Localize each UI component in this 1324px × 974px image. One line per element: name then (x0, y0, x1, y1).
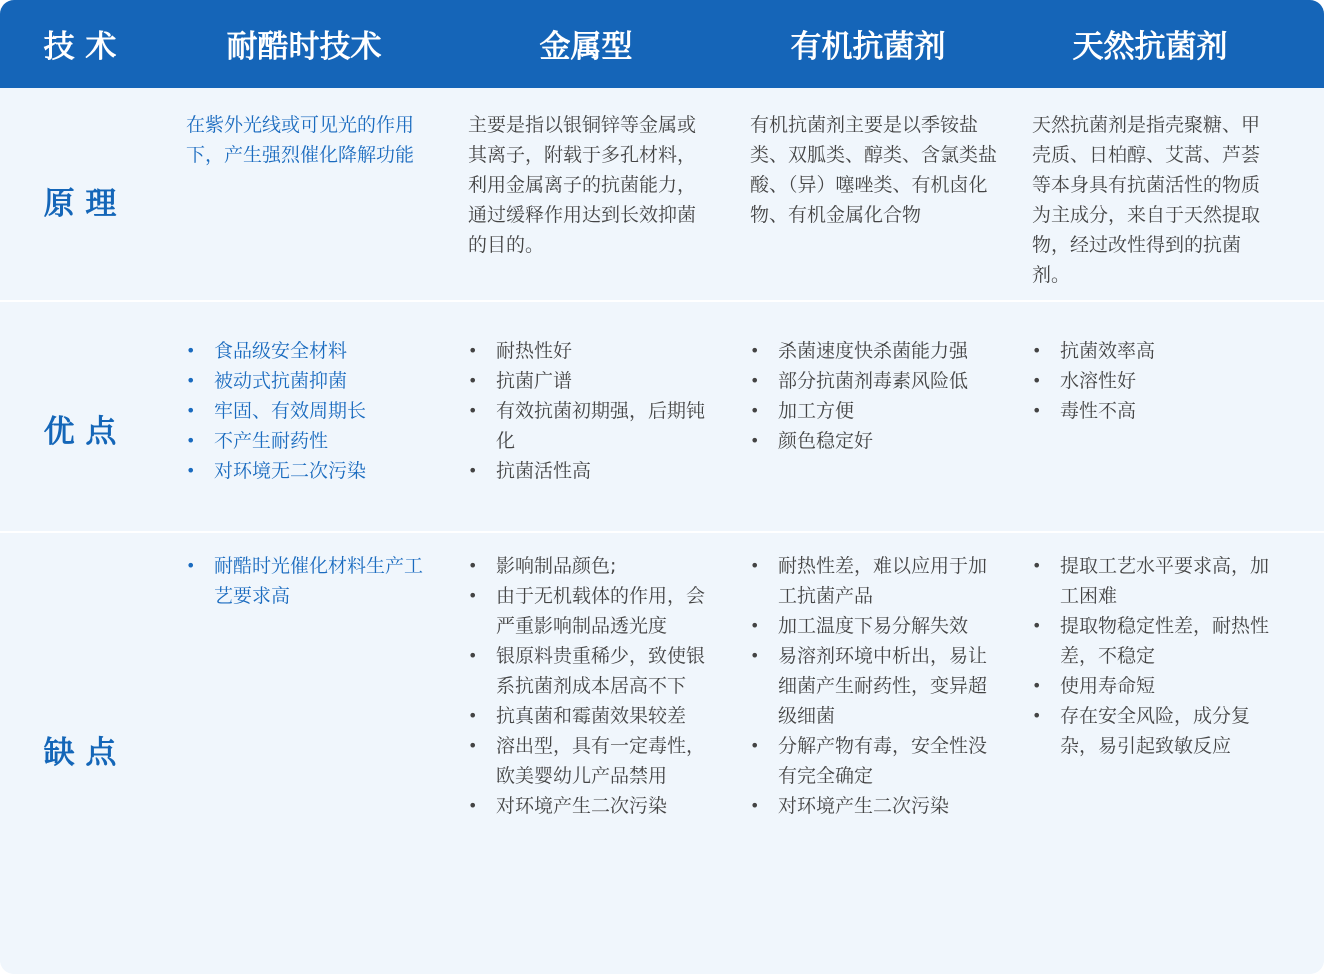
pros-metal-list (468, 336, 714, 486)
pros-naikushi-item: • 食品级安全材料 (186, 336, 426, 366)
cons-organic-list (750, 551, 996, 821)
cons-natural-item: • 提取工艺水平要求高，加工困难 (1032, 551, 1278, 611)
header-naikushi: 耐酷时技术 (226, 29, 382, 65)
cons-organic-item: • 对环境产生二次污染 (750, 791, 996, 821)
pros-organic-list (750, 336, 996, 456)
pros-organic (750, 336, 996, 456)
cons-natural-item: • 提取物稳定性差，耐热性差，不稳定 (1032, 611, 1278, 671)
principle-naikushi: 在紫外光线或可见光的作用下，产生强烈催化降解功能 (186, 114, 415, 166)
pros-organic-item: • 杀菌速度快杀菌能力强 (750, 336, 996, 366)
pros-metal-item: • 抗菌广谱 (468, 366, 714, 396)
cons-natural-list (1032, 551, 1278, 761)
cons-naikushi (186, 551, 426, 611)
pros-natural (1032, 336, 1278, 426)
row-label-cons: 缺 点 (43, 735, 117, 771)
row-label-pros: 优 点 (43, 414, 117, 450)
cons-natural-item: • 使用寿命短 (1032, 671, 1278, 701)
pros-natural-item: • 毒性不高 (1032, 396, 1278, 426)
pros-metal-item: • 有效抗菌初期强，后期钝化 (468, 396, 714, 456)
pros-naikushi-list (186, 336, 426, 486)
cons-metal-item: • 银原料贵重稀少，致使银系抗菌剂成本居高不下 (468, 641, 714, 701)
cons-natural (1032, 551, 1278, 761)
header-tech: 技 术 (43, 29, 117, 65)
header-metal: 金属型 (539, 29, 633, 65)
pros-metal-item: • 抗菌活性高 (468, 456, 714, 486)
cons-organic-item: • 耐热性差，难以应用于加工抗菌产品 (750, 551, 996, 611)
pros-naikushi-item: • 牢固、有效周期长 (186, 396, 426, 426)
cons-naikushi-list (186, 551, 426, 611)
principle-natural: 天然抗菌剂是指壳聚糖、甲壳质、日柏醇、艾蒿、芦荟等本身具有抗菌活性的物质为主成分，来自于天然提取物，经过改性得到的抗菌剂。 (1032, 114, 1261, 286)
cons-organic-item: • 分解产物有毒，安全性没有完全确定 (750, 731, 996, 791)
header-natural: 天然抗菌剂 (1072, 29, 1228, 65)
cons-metal-item: • 溶出型，具有一定毒性，欧美婴幼儿产品禁用 (468, 731, 714, 791)
pros-natural-list (1032, 336, 1278, 426)
row-principle (0, 88, 1324, 300)
pros-organic-item: • 颜色稳定好 (750, 426, 996, 456)
pros-organic-item: • 部分抗菌剂毒素风险低 (750, 366, 996, 396)
cons-metal-list (468, 551, 714, 821)
principle-organic: 有机抗菌剂主要是以季铵盐类、双胍类、醇类、含氯类盐酸、（异）噻唑类、有机卤化物、有机金属化合物 (750, 114, 998, 226)
row-cons (0, 533, 1324, 974)
cons-metal (468, 551, 714, 821)
cons-metal-item: • 对环境产生二次污染 (468, 791, 714, 821)
pros-organic-item: • 加工方便 (750, 396, 996, 426)
pros-natural-item: • 水溶性好 (1032, 366, 1278, 396)
row-label-principle: 原 理 (43, 186, 117, 222)
pros-natural-item: • 抗菌效率高 (1032, 336, 1278, 366)
cons-metal-item: • 抗真菌和霉菌效果较差 (468, 701, 714, 731)
cons-organic-item: • 加工温度下易分解失效 (750, 611, 996, 641)
cons-organic-item: • 易溶剂环境中析出，易让细菌产生耐药性，变异超级细菌 (750, 641, 996, 731)
row-pros (0, 302, 1324, 531)
header-organic: 有机抗菌剂 (790, 29, 946, 65)
cons-naikushi-item: • 耐酷时光催化材料生产工艺要求高 (186, 551, 426, 611)
cons-organic (750, 551, 996, 821)
table-header (0, 0, 1324, 88)
pros-naikushi-item: • 对环境无二次污染 (186, 456, 426, 486)
pros-naikushi-item: • 被动式抗菌抑菌 (186, 366, 426, 396)
pros-metal-item: • 耐热性好 (468, 336, 714, 366)
pros-naikushi (186, 336, 426, 486)
pros-metal (468, 336, 714, 486)
pros-naikushi-item: • 不产生耐药性 (186, 426, 426, 456)
principle-metal: 主要是指以银铜锌等金属或其离子，附载于多孔材料，利用金属离子的抗菌能力，通过缓释作用达到长效抑菌的目的。 (468, 114, 697, 256)
cons-metal-item: • 由于无机载体的作用，会严重影响制品透光度 (468, 581, 714, 641)
cons-natural-item: • 存在安全风险，成分复杂，易引起致敏反应 (1032, 701, 1278, 761)
cons-metal-item: • 影响制品颜色; (468, 551, 714, 581)
